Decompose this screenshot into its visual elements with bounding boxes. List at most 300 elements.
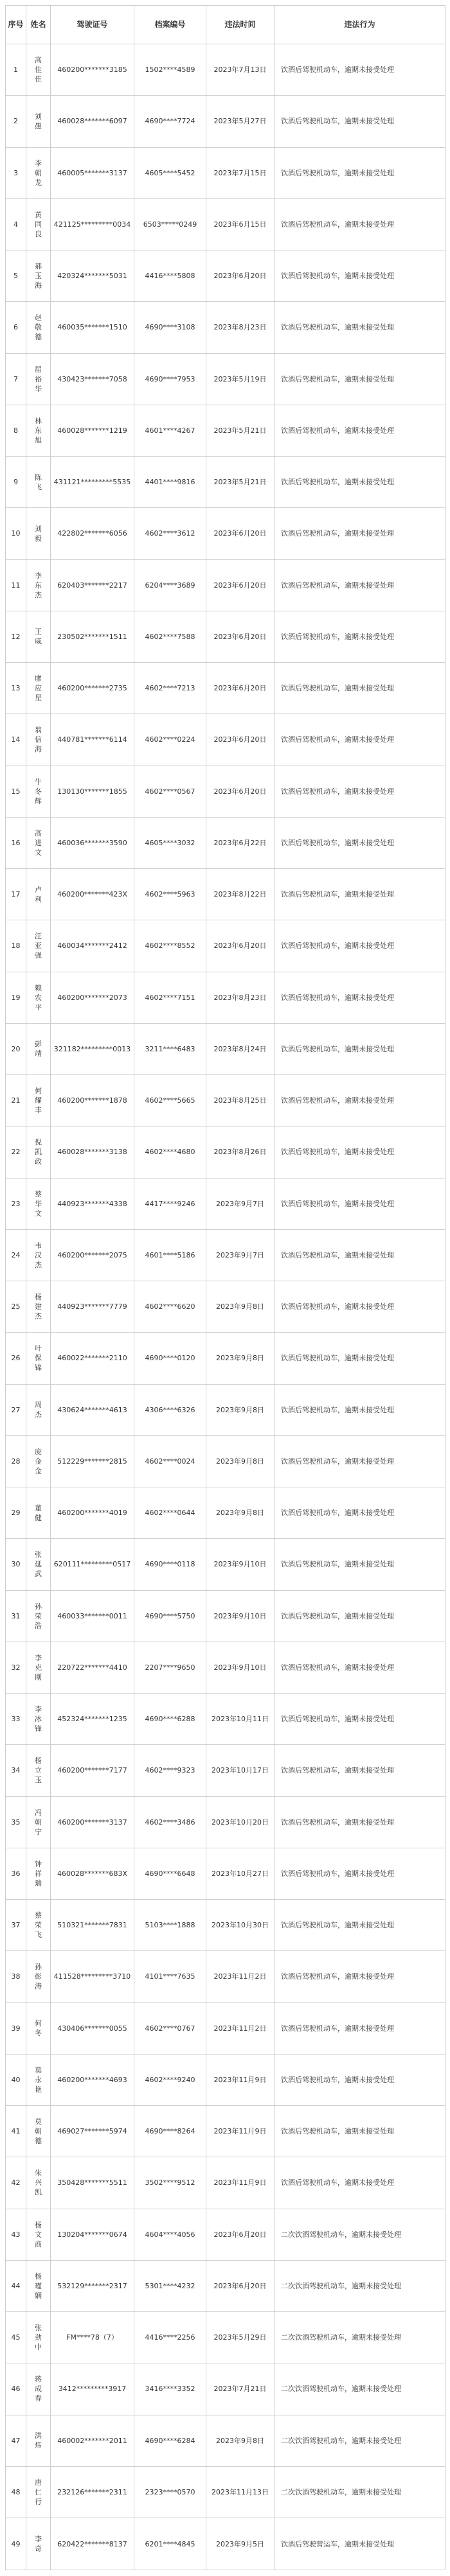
cell-file-number: 4417****9246 xyxy=(134,1178,206,1229)
cell-license-number: 130130*******1855 xyxy=(51,766,134,817)
cell-violation-time: 2023年11月9日 xyxy=(206,2157,274,2209)
cell-index: 18 xyxy=(6,920,26,972)
cell-violation-behavior: 饮酒后驾驶机动车，逾期未接受处理 xyxy=(274,2002,446,2054)
table-row xyxy=(6,714,446,766)
header-license-number: 驾驶证号 xyxy=(51,6,134,44)
cell-license-number: 460028*******683X xyxy=(51,1848,134,1899)
table-row xyxy=(6,611,446,662)
cell-file-number: 4690****0118 xyxy=(134,1539,206,1590)
cell-name: 周杰 xyxy=(26,1384,51,1435)
cell-index: 13 xyxy=(6,663,26,714)
cell-name: 廖应星 xyxy=(26,663,51,714)
cell-index: 39 xyxy=(6,2002,26,2054)
cell-name: 翁信海 xyxy=(26,714,51,766)
table-row xyxy=(6,1590,446,1642)
cell-violation-time: 2023年9月8日 xyxy=(206,1435,274,1487)
cell-name: 叶保锦 xyxy=(26,1333,51,1384)
cell-file-number: 4602****4680 xyxy=(134,1126,206,1178)
cell-violation-behavior: 二次饮酒驾驶机动车，逾期未接受处理 xyxy=(274,2260,446,2311)
cell-license-number: 510321*******7831 xyxy=(51,1900,134,1951)
table-row xyxy=(6,1745,446,1796)
cell-name: 刘愚 xyxy=(26,96,51,147)
cell-violation-time: 2023年11月2日 xyxy=(206,2002,274,2054)
cell-index: 2 xyxy=(6,96,26,147)
cell-index: 4 xyxy=(6,198,26,250)
cell-license-number: FM****78（7） xyxy=(51,2312,134,2363)
cell-file-number: 4602****3612 xyxy=(134,508,206,559)
cell-name: 赖农平 xyxy=(26,972,51,1023)
cell-license-number: 460035*******1510 xyxy=(51,302,134,353)
cell-license-number: 460002*******2011 xyxy=(51,2415,134,2466)
cell-license-number: 460005*******3137 xyxy=(51,147,134,198)
table-row xyxy=(6,302,446,353)
cell-name: 屈裕华 xyxy=(26,353,51,405)
cell-license-number: 460022*******2110 xyxy=(51,1333,134,1384)
table-row xyxy=(6,1281,446,1333)
cell-violation-time: 2023年6月20日 xyxy=(206,920,274,972)
cell-index: 48 xyxy=(6,2466,26,2518)
cell-name: 赵敬德 xyxy=(26,302,51,353)
cell-index: 15 xyxy=(6,766,26,817)
cell-violation-behavior: 饮酒后驾驶营运车，逾期未接受处理 xyxy=(274,2518,446,2570)
cell-violation-behavior: 饮酒后驾驶机动车，逾期未接受处理 xyxy=(274,663,446,714)
table-row xyxy=(6,2002,446,2054)
cell-license-number: 460200*******2073 xyxy=(51,972,134,1023)
cell-file-number: 4602****0567 xyxy=(134,766,206,817)
cell-violation-time: 2023年9月10日 xyxy=(206,1539,274,1590)
cell-violation-time: 2023年6月20日 xyxy=(206,611,274,662)
cell-file-number: 4602****0224 xyxy=(134,714,206,766)
table-row xyxy=(6,1075,446,1126)
cell-violation-time: 2023年8月22日 xyxy=(206,869,274,920)
cell-license-number: 460200*******7177 xyxy=(51,1745,134,1796)
table-row xyxy=(6,559,446,611)
cell-file-number: 4602****0644 xyxy=(134,1487,206,1539)
table-row xyxy=(6,1796,446,1848)
cell-file-number: 4602****5963 xyxy=(134,869,206,920)
cell-violation-time: 2023年11月9日 xyxy=(206,2106,274,2157)
cell-violation-time: 2023年9月10日 xyxy=(206,1642,274,1693)
cell-file-number: 4602****8552 xyxy=(134,920,206,972)
cell-violation-behavior: 饮酒后驾驶机动车，逾期未接受处理 xyxy=(274,972,446,1023)
table-row xyxy=(6,1951,446,2002)
table-row xyxy=(6,972,446,1023)
header-file-number: 档案编号 xyxy=(134,6,206,44)
cell-index: 47 xyxy=(6,2415,26,2466)
cell-file-number: 4602****5665 xyxy=(134,1075,206,1126)
cell-file-number: 4605****3032 xyxy=(134,817,206,868)
cell-file-number: 4690****6284 xyxy=(134,2415,206,2466)
cell-index: 36 xyxy=(6,1848,26,1899)
table-row xyxy=(6,508,446,559)
cell-index: 45 xyxy=(6,2312,26,2363)
cell-violation-behavior: 饮酒后驾驶机动车，逾期未接受处理 xyxy=(274,1796,446,1848)
cell-index: 14 xyxy=(6,714,26,766)
cell-file-number: 4604****4056 xyxy=(134,2209,206,2260)
cell-name: 黄同良 xyxy=(26,198,51,250)
table-row xyxy=(6,1384,446,1435)
cell-violation-time: 2023年9月8日 xyxy=(206,1281,274,1333)
table-row xyxy=(6,1435,446,1487)
cell-license-number: 350428*******5511 xyxy=(51,2157,134,2209)
cell-index: 10 xyxy=(6,508,26,559)
cell-name: 王威 xyxy=(26,611,51,662)
cell-violation-time: 2023年9月8日 xyxy=(206,1487,274,1539)
cell-violation-time: 2023年5月21日 xyxy=(206,457,274,508)
cell-violation-behavior: 饮酒后驾驶机动车，逾期未接受处理 xyxy=(274,44,446,96)
cell-violation-time: 2023年6月20日 xyxy=(206,559,274,611)
cell-violation-behavior: 饮酒后驾驶机动车，逾期未接受处理 xyxy=(274,1745,446,1796)
cell-violation-behavior: 饮酒后驾驶机动车，逾期未接受处理 xyxy=(274,2106,446,2157)
cell-index: 7 xyxy=(6,353,26,405)
cell-index: 33 xyxy=(6,1694,26,1745)
cell-violation-behavior: 饮酒后驾驶机动车，逾期未接受处理 xyxy=(274,1281,446,1333)
cell-name: 唐仁行 xyxy=(26,2466,51,2518)
cell-violation-behavior: 饮酒后驾驶机动车，逾期未接受处理 xyxy=(274,508,446,559)
cell-index: 23 xyxy=(6,1178,26,1229)
cell-index: 5 xyxy=(6,250,26,302)
cell-index: 49 xyxy=(6,2518,26,2570)
cell-license-number: 532129*******2317 xyxy=(51,2260,134,2311)
cell-license-number: 430406*******0055 xyxy=(51,2002,134,2054)
table-row xyxy=(6,1642,446,1693)
cell-name: 莫永艳 xyxy=(26,2054,51,2105)
cell-name: 刘毅 xyxy=(26,508,51,559)
cell-license-number: 130204*******0674 xyxy=(51,2209,134,2260)
cell-index: 40 xyxy=(6,2054,26,2105)
cell-violation-time: 2023年6月20日 xyxy=(206,766,274,817)
cell-license-number: 460200*******3137 xyxy=(51,1796,134,1848)
cell-violation-time: 2023年9月7日 xyxy=(206,1229,274,1281)
cell-violation-behavior: 二次饮酒驾驶机动车，逾期未接受处理 xyxy=(274,2363,446,2415)
cell-file-number: 4416****2256 xyxy=(134,2312,206,2363)
cell-file-number: 4690****6648 xyxy=(134,1848,206,1899)
cell-license-number: 620422*******8137 xyxy=(51,2518,134,2570)
cell-index: 1 xyxy=(6,44,26,96)
table-row xyxy=(6,1023,446,1074)
cell-index: 46 xyxy=(6,2363,26,2415)
cell-violation-time: 2023年8月26日 xyxy=(206,1126,274,1178)
table-row xyxy=(6,1229,446,1281)
cell-name: 张劲中 xyxy=(26,2312,51,2363)
cell-violation-behavior: 饮酒后驾驶机动车，逾期未接受处理 xyxy=(274,1694,446,1745)
cell-file-number: 1502****4589 xyxy=(134,44,206,96)
cell-index: 26 xyxy=(6,1333,26,1384)
table-row xyxy=(6,869,446,920)
cell-name: 倪凯政 xyxy=(26,1126,51,1178)
table-row xyxy=(6,1126,446,1178)
cell-index: 28 xyxy=(6,1435,26,1487)
cell-file-number: 4690****7724 xyxy=(134,96,206,147)
table-row xyxy=(6,2466,446,2518)
cell-violation-behavior: 饮酒后驾驶机动车，逾期未接受处理 xyxy=(274,405,446,456)
cell-file-number: 4601****5186 xyxy=(134,1229,206,1281)
cell-violation-behavior: 饮酒后驾驶机动车，逾期未接受处理 xyxy=(274,1848,446,1899)
cell-violation-time: 2023年6月20日 xyxy=(206,2260,274,2311)
cell-violation-behavior: 饮酒后驾驶机动车，逾期未接受处理 xyxy=(274,1642,446,1693)
cell-index: 29 xyxy=(6,1487,26,1539)
cell-violation-time: 2023年8月23日 xyxy=(206,302,274,353)
cell-index: 11 xyxy=(6,559,26,611)
cell-name: 李冰锋 xyxy=(26,1694,51,1745)
cell-file-number: 4401****9816 xyxy=(134,457,206,508)
cell-name: 高佳佳 xyxy=(26,44,51,96)
cell-file-number: 6201****4845 xyxy=(134,2518,206,2570)
cell-index: 16 xyxy=(6,817,26,868)
cell-index: 30 xyxy=(6,1539,26,1590)
cell-violation-time: 2023年8月24日 xyxy=(206,1023,274,1074)
table-row xyxy=(6,766,446,817)
cell-index: 34 xyxy=(6,1745,26,1796)
cell-violation-time: 2023年11月9日 xyxy=(206,2054,274,2105)
cell-name: 杨立玉 xyxy=(26,1745,51,1796)
table-row xyxy=(6,1694,446,1745)
cell-violation-behavior: 二次饮酒驾驶机动车，逾期未接受处理 xyxy=(274,2209,446,2260)
cell-violation-time: 2023年9月8日 xyxy=(206,1384,274,1435)
cell-license-number: 411528*********3710 xyxy=(51,1951,134,2002)
cell-index: 44 xyxy=(6,2260,26,2311)
cell-name: 牛冬辉 xyxy=(26,766,51,817)
cell-file-number: 4690****7953 xyxy=(134,353,206,405)
cell-index: 24 xyxy=(6,1229,26,1281)
header-violation-time: 违法时间 xyxy=(206,6,274,44)
cell-license-number: 460200*******1878 xyxy=(51,1075,134,1126)
cell-violation-time: 2023年6月20日 xyxy=(206,250,274,302)
cell-file-number: 4602****6620 xyxy=(134,1281,206,1333)
cell-index: 43 xyxy=(6,2209,26,2260)
cell-name: 何耀丰 xyxy=(26,1075,51,1126)
cell-name: 李朝龙 xyxy=(26,147,51,198)
cell-violation-time: 2023年8月23日 xyxy=(206,972,274,1023)
cell-file-number: 4416****5808 xyxy=(134,250,206,302)
violation-table xyxy=(5,5,446,2570)
cell-violation-behavior: 二次饮酒驾驶机动车，逾期未接受处理 xyxy=(274,2415,446,2466)
table-row xyxy=(6,2106,446,2157)
cell-violation-time: 2023年6月20日 xyxy=(206,714,274,766)
cell-violation-behavior: 饮酒后驾驶机动车，逾期未接受处理 xyxy=(274,1951,446,2002)
cell-violation-time: 2023年5月29日 xyxy=(206,2312,274,2363)
cell-index: 20 xyxy=(6,1023,26,1074)
cell-license-number: 440923*******7779 xyxy=(51,1281,134,1333)
cell-license-number: 421125*********0034 xyxy=(51,198,134,250)
table-row xyxy=(6,817,446,868)
cell-file-number: 4602****9323 xyxy=(134,1745,206,1796)
table-row xyxy=(6,44,446,96)
cell-violation-behavior: 饮酒后驾驶机动车，逾期未接受处理 xyxy=(274,353,446,405)
cell-file-number: 4605****5452 xyxy=(134,147,206,198)
table-row xyxy=(6,2054,446,2105)
cell-violation-time: 2023年10月17日 xyxy=(206,1745,274,1796)
cell-violation-time: 2023年7月13日 xyxy=(206,44,274,96)
cell-violation-time: 2023年10月30日 xyxy=(206,1900,274,1951)
cell-index: 21 xyxy=(6,1075,26,1126)
cell-violation-behavior: 饮酒后驾驶机动车，逾期未接受处理 xyxy=(274,2054,446,2105)
cell-license-number: 440923*******4338 xyxy=(51,1178,134,1229)
cell-index: 3 xyxy=(6,147,26,198)
cell-violation-behavior: 饮酒后驾驶机动车，逾期未接受处理 xyxy=(274,559,446,611)
cell-file-number: 6204****3689 xyxy=(134,559,206,611)
cell-violation-time: 2023年6月20日 xyxy=(206,663,274,714)
cell-violation-time: 2023年8月25日 xyxy=(206,1075,274,1126)
cell-name: 庞金金 xyxy=(26,1435,51,1487)
table-row xyxy=(6,1900,446,1951)
cell-name: 韦汉杰 xyxy=(26,1229,51,1281)
cell-violation-behavior: 饮酒后驾驶机动车，逾期未接受处理 xyxy=(274,1229,446,1281)
table-row xyxy=(6,96,446,147)
header-violation-behavior: 违法行为 xyxy=(274,6,446,44)
cell-name: 李克刚 xyxy=(26,1642,51,1693)
header-index: 序号 xyxy=(6,6,26,44)
cell-name: 莫朝德 xyxy=(26,2106,51,2157)
cell-violation-behavior: 饮酒后驾驶机动车，逾期未接受处理 xyxy=(274,302,446,353)
cell-file-number: 4690****8264 xyxy=(134,2106,206,2157)
cell-license-number: 460200*******2075 xyxy=(51,1229,134,1281)
cell-index: 38 xyxy=(6,1951,26,2002)
header-row xyxy=(6,6,446,44)
cell-violation-behavior: 饮酒后驾驶机动车，逾期未接受处理 xyxy=(274,817,446,868)
cell-violation-behavior: 饮酒后驾驶机动车，逾期未接受处理 xyxy=(274,1126,446,1178)
cell-file-number: 4601****4267 xyxy=(134,405,206,456)
cell-name: 钟祥瑞 xyxy=(26,1848,51,1899)
cell-file-number: 5301****4232 xyxy=(134,2260,206,2311)
cell-license-number: 469027*******5974 xyxy=(51,2106,134,2157)
cell-name: 孙荣浩 xyxy=(26,1590,51,1642)
cell-violation-time: 2023年6月20日 xyxy=(206,508,274,559)
cell-name: 郝玉海 xyxy=(26,250,51,302)
cell-name: 陈飞 xyxy=(26,457,51,508)
cell-name: 蒋成春 xyxy=(26,2363,51,2415)
cell-name: 蔡华文 xyxy=(26,1178,51,1229)
cell-violation-time: 2023年6月22日 xyxy=(206,817,274,868)
cell-violation-behavior: 饮酒后驾驶机动车，逾期未接受处理 xyxy=(274,457,446,508)
table-row xyxy=(6,2157,446,2209)
table-row xyxy=(6,2260,446,2311)
cell-name: 蔡荣飞 xyxy=(26,1900,51,1951)
cell-license-number: 321182*********0013 xyxy=(51,1023,134,1074)
cell-violation-time: 2023年10月20日 xyxy=(206,1796,274,1848)
cell-file-number: 4602****3486 xyxy=(134,1796,206,1848)
cell-license-number: 431121*********5535 xyxy=(51,457,134,508)
table-row xyxy=(6,1539,446,1590)
cell-license-number: 460200*******2735 xyxy=(51,663,134,714)
cell-license-number: 440781*******6114 xyxy=(51,714,134,766)
table-row xyxy=(6,147,446,198)
cell-name: 杨文商 xyxy=(26,2209,51,2260)
cell-violation-behavior: 饮酒后驾驶机动车，逾期未接受处理 xyxy=(274,147,446,198)
cell-index: 25 xyxy=(6,1281,26,1333)
table-row xyxy=(6,457,446,508)
cell-violation-behavior: 饮酒后驾驶机动车，逾期未接受处理 xyxy=(274,1435,446,1487)
table-row xyxy=(6,405,446,456)
cell-violation-behavior: 饮酒后驾驶机动车，逾期未接受处理 xyxy=(274,766,446,817)
cell-violation-time: 2023年10月27日 xyxy=(206,1848,274,1899)
cell-file-number: 4602****0767 xyxy=(134,2002,206,2054)
cell-license-number: 620403*******2217 xyxy=(51,559,134,611)
cell-name: 杨建杰 xyxy=(26,1281,51,1333)
cell-violation-behavior: 饮酒后驾驶机动车，逾期未接受处理 xyxy=(274,96,446,147)
cell-license-number: 460028*******1219 xyxy=(51,405,134,456)
cell-file-number: 3416****3352 xyxy=(134,2363,206,2415)
cell-file-number: 4602****7151 xyxy=(134,972,206,1023)
cell-name: 洪炜 xyxy=(26,2415,51,2466)
cell-violation-behavior: 饮酒后驾驶机动车，逾期未接受处理 xyxy=(274,1023,446,1074)
cell-violation-time: 2023年5月19日 xyxy=(206,353,274,405)
cell-violation-behavior: 饮酒后驾驶机动车，逾期未接受处理 xyxy=(274,1487,446,1539)
cell-license-number: 460036*******3590 xyxy=(51,817,134,868)
cell-license-number: 620111*********0517 xyxy=(51,1539,134,1590)
table-row xyxy=(6,198,446,250)
cell-file-number: 4690****5750 xyxy=(134,1590,206,1642)
table-row xyxy=(6,663,446,714)
table-row xyxy=(6,1178,446,1229)
table-row xyxy=(6,2518,446,2570)
table-row xyxy=(6,1487,446,1539)
cell-file-number: 4690****6288 xyxy=(134,1694,206,1745)
cell-file-number: 4690****0120 xyxy=(134,1333,206,1384)
cell-violation-time: 2023年10月11日 xyxy=(206,1694,274,1745)
cell-name: 汪亚强 xyxy=(26,920,51,972)
cell-violation-behavior: 饮酒后驾驶机动车，逾期未接受处理 xyxy=(274,869,446,920)
cell-violation-behavior: 饮酒后驾驶机动车，逾期未接受处理 xyxy=(274,1178,446,1229)
table-row xyxy=(6,2363,446,2415)
cell-index: 35 xyxy=(6,1796,26,1848)
cell-file-number: 4602****0024 xyxy=(134,1435,206,1487)
cell-violation-time: 2023年9月8日 xyxy=(206,2415,274,2466)
cell-violation-behavior: 饮酒后驾驶机动车，逾期未接受处理 xyxy=(274,714,446,766)
cell-license-number: 430624*******4613 xyxy=(51,1384,134,1435)
cell-index: 42 xyxy=(6,2157,26,2209)
cell-name: 董健 xyxy=(26,1487,51,1539)
cell-index: 12 xyxy=(6,611,26,662)
cell-violation-time: 2023年9月10日 xyxy=(206,1590,274,1642)
cell-violation-time: 2023年6月20日 xyxy=(206,2209,274,2260)
table-row xyxy=(6,250,446,302)
cell-license-number: 460033*******0011 xyxy=(51,1590,134,1642)
table-row xyxy=(6,2312,446,2363)
cell-violation-time: 2023年9月8日 xyxy=(206,1333,274,1384)
cell-license-number: 452324*******1235 xyxy=(51,1694,134,1745)
cell-license-number: 230502*******1511 xyxy=(51,611,134,662)
cell-license-number: 430423*******7058 xyxy=(51,353,134,405)
cell-index: 6 xyxy=(6,302,26,353)
cell-violation-time: 2023年5月27日 xyxy=(206,96,274,147)
cell-license-number: 420324*******5031 xyxy=(51,250,134,302)
cell-index: 9 xyxy=(6,457,26,508)
cell-index: 41 xyxy=(6,2106,26,2157)
cell-violation-behavior: 饮酒后驾驶机动车，逾期未接受处理 xyxy=(274,1075,446,1126)
cell-index: 22 xyxy=(6,1126,26,1178)
cell-license-number: 460034*******2412 xyxy=(51,920,134,972)
cell-name: 孙彰涛 xyxy=(26,1951,51,2002)
cell-license-number: 422802*******6056 xyxy=(51,508,134,559)
cell-violation-behavior: 饮酒后驾驶机动车，逾期未接受处理 xyxy=(274,1384,446,1435)
cell-violation-behavior: 二次饮酒驾驶机动车，逾期未接受处理 xyxy=(274,2466,446,2518)
cell-violation-behavior: 饮酒后驾驶机动车，逾期未接受处理 xyxy=(274,1333,446,1384)
cell-violation-behavior: 饮酒后驾驶机动车，逾期未接受处理 xyxy=(274,1590,446,1642)
cell-license-number: 460200*******4019 xyxy=(51,1487,134,1539)
cell-index: 32 xyxy=(6,1642,26,1693)
cell-file-number: 4306****6326 xyxy=(134,1384,206,1435)
cell-violation-behavior: 饮酒后驾驶机动车，逾期未接受处理 xyxy=(274,611,446,662)
table-row xyxy=(6,2415,446,2466)
cell-index: 31 xyxy=(6,1590,26,1642)
cell-file-number: 4690****3108 xyxy=(134,302,206,353)
cell-name: 冯朝宁 xyxy=(26,1796,51,1848)
cell-name: 林东旭 xyxy=(26,405,51,456)
cell-license-number: 460200*******3185 xyxy=(51,44,134,96)
cell-violation-behavior: 饮酒后驾驶机动车，逾期未接受处理 xyxy=(274,920,446,972)
cell-violation-behavior: 饮酒后驾驶机动车，逾期未接受处理 xyxy=(274,1900,446,1951)
